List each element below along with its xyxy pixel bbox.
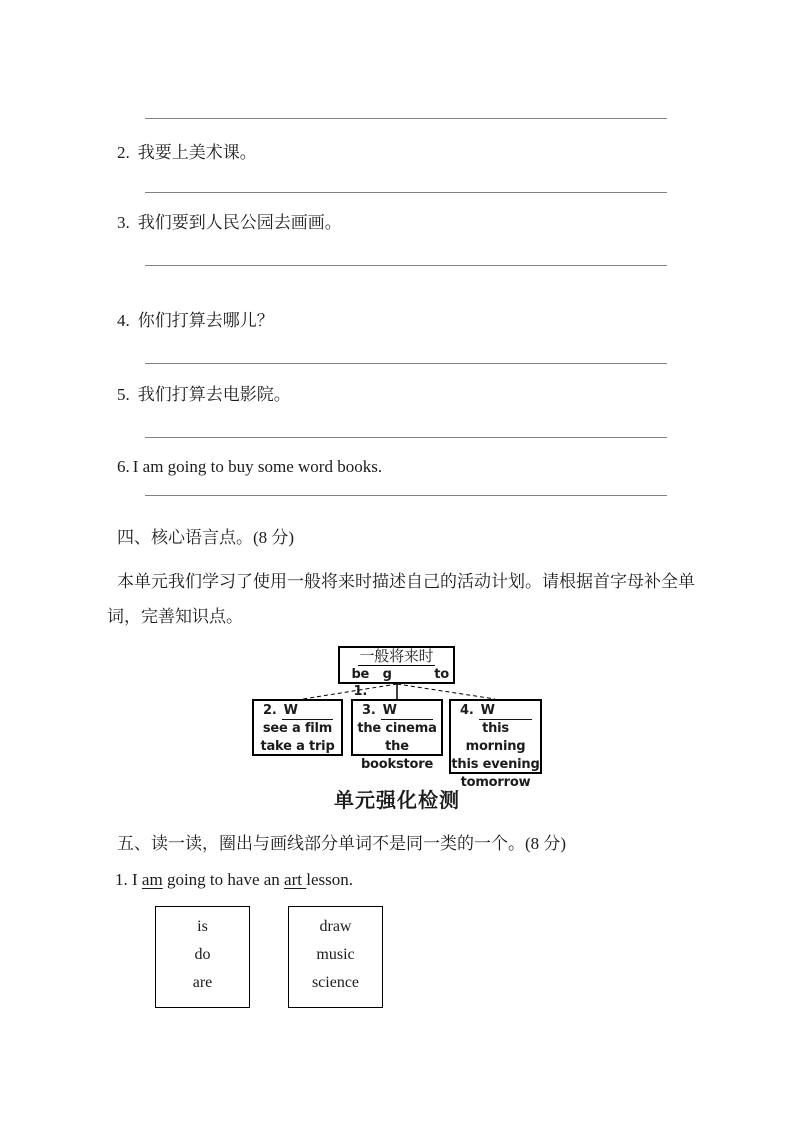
blank-letter: W [283, 703, 298, 718]
translation-item-5 [117, 384, 291, 405]
item-number: 3. [117, 213, 130, 232]
underlined-word-am: am [141, 870, 163, 889]
item-text: I am going to buy some word books. [132, 457, 383, 476]
choice-word: is [197, 918, 208, 935]
fill-blank-2 [282, 703, 333, 720]
answer-line-3 [145, 265, 667, 266]
branch4-blank-row [451, 701, 540, 720]
branch2-blank-row [254, 701, 341, 720]
blank-letter: g [382, 667, 392, 682]
translation-item-2 [117, 142, 257, 163]
item-text: 你们打算去哪儿？ [137, 311, 274, 330]
diagram-branch-box-2 [252, 699, 343, 756]
item-number: 5. [117, 385, 130, 404]
choice-word: draw [319, 918, 352, 935]
blank-letter: W [382, 703, 397, 718]
branch4-phrase-3: tomorrow [460, 775, 531, 790]
answer-line-2 [145, 192, 667, 193]
branch-number: 4. [460, 703, 474, 718]
section4-heading: 四、核心语言点。(8 分) [117, 528, 295, 547]
choice-word: are [192, 974, 213, 991]
fill-blank-4 [479, 703, 532, 720]
branch4-phrase-1: this morning [465, 721, 526, 754]
blank-letter: W [480, 703, 495, 718]
branch-number: 2. [263, 703, 277, 718]
diagram-branch-box-3 [351, 699, 443, 772]
answer-line-1 [145, 118, 667, 119]
answer-line-6 [145, 495, 667, 496]
choice-word: science [311, 974, 360, 991]
translation-item-6 [117, 456, 382, 477]
fill-blank-1 [381, 666, 431, 684]
item-text: 我们要到人民公园去画画。 [137, 213, 342, 232]
choice-word: music [316, 946, 355, 963]
section4-paragraph-line1: 本单元我们学习了使用一般将来时描述自己的活动计划。请根据首字母补全单 [117, 572, 695, 591]
sentence-part: 1. I [115, 870, 142, 889]
diagram-branch-box-4 [449, 699, 542, 790]
unit-test-banner: 单元强化检测 [334, 790, 460, 812]
sentence-part: going to have an [162, 870, 285, 889]
question-1-sentence [115, 869, 353, 890]
item-number: 2. [117, 143, 130, 162]
sentence-part: lesson. [306, 870, 353, 889]
choice-word: do [194, 946, 211, 963]
formula-suffix: to [434, 667, 449, 682]
item-number: 6. [117, 457, 130, 476]
fill-blank-3 [381, 703, 433, 720]
branch4-phrase-2: this evening [451, 757, 540, 772]
diagram-root-box [338, 646, 455, 699]
branch3-phrase-2: the bookstore [360, 739, 434, 772]
translation-item-3 [117, 212, 342, 233]
branch2-phrase-2: take a trip [260, 739, 335, 754]
item-text: 我要上美术课。 [137, 143, 257, 162]
underlined-word-art: art [284, 870, 307, 889]
diagram-title: 一般将来时 [359, 649, 434, 665]
translation-item-4 [117, 310, 274, 331]
choice-box-right [288, 906, 383, 1008]
section5-heading: 五、读一读，圈出与画线部分单词不是同一类的一个。(8 分) [117, 834, 567, 853]
choice-box-left [155, 906, 250, 1008]
branch3-phrase-1: the cinema [357, 721, 437, 736]
branch2-phrase-1: see a film [262, 721, 333, 736]
formula-prefix: be 1. [351, 667, 370, 699]
branch3-blank-row [353, 701, 441, 720]
diagram-connector-lines [250, 683, 550, 700]
branch-number: 3. [362, 703, 376, 718]
item-text: 我们打算去电影院。 [137, 385, 291, 404]
section4-paragraph-line2: 词，完善知识点。 [107, 607, 243, 626]
answer-line-4 [145, 363, 667, 364]
item-number: 4. [117, 311, 130, 330]
answer-line-5 [145, 437, 667, 438]
